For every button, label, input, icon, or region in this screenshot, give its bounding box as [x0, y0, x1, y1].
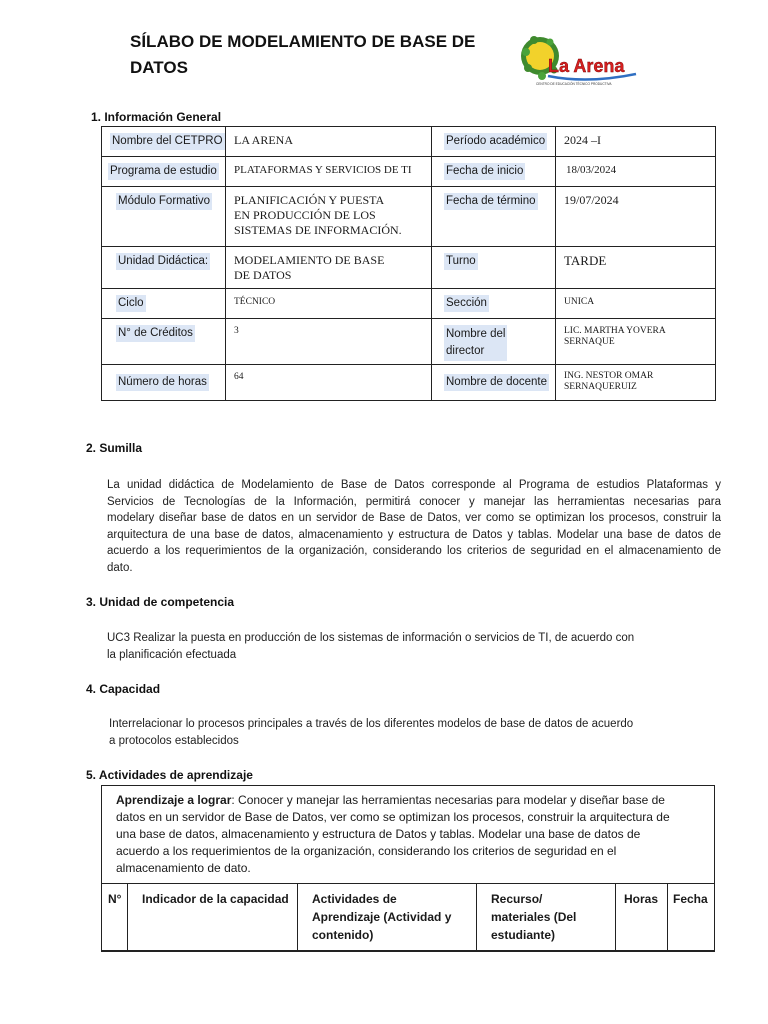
col-header-recurso-line-2: materiales (Del [491, 910, 577, 924]
general-info-table [101, 126, 716, 401]
section-heading-3: 3. Unidad de competencia [86, 595, 235, 609]
label-modulo: Módulo Formativo [116, 193, 212, 210]
aprendizaje-line-3: una base de datos, almacenamiento y estructura de Datos y tablas. Modelar una base de datos de [116, 827, 641, 841]
label-programa: Programa de estudio [108, 163, 219, 180]
aprendizaje-line-1: : Conocer y manejar las herramientas necesarias para modelar y diseñar base de [231, 793, 665, 807]
sumilla-paragraph [107, 477, 721, 577]
value-modulo [226, 187, 431, 238]
value-termino: 19/07/2024 [564, 193, 619, 207]
col-header-recurso-line-3: estudiante) [491, 928, 556, 942]
logo-subtitle: CENTRO DE EDUCACIÓN TÉCNICO PRODUCTIVA [536, 82, 612, 86]
sumilla-line-2: Servicios de Tecnologías de la Información, permitirá conocer y manejar las herramientas necesarias para [107, 495, 721, 508]
value-docente-line-2: SERNAQUERUIZ [564, 382, 637, 392]
col-header-horas: Horas [616, 884, 668, 952]
label-docente: Nombre de docente [444, 374, 549, 391]
sumilla-line-6: dato. [107, 561, 133, 574]
value-modulo-line-2: EN PRODUCCIÓN DE LOS [234, 208, 376, 222]
col-header-actividades [298, 884, 477, 952]
col-header-recurso-line-1: Recurso/ [491, 892, 543, 906]
label-unidad: Unidad Didáctica: [116, 253, 210, 270]
value-docente [556, 365, 715, 393]
value-director-line-2: SERNAQUE [564, 337, 615, 347]
title-line-2: DATOS [130, 58, 188, 77]
title-line-1: SÍLABO DE MODELAMIENTO DE BASE DE [130, 32, 476, 51]
col-header-num: N° [102, 884, 128, 952]
col-header-fecha: Fecha [668, 884, 715, 952]
label-termino: Fecha de término [444, 193, 538, 210]
value-modulo-line-3: SISTEMAS DE INFORMACIÓN. [234, 223, 402, 237]
section-heading-5: 5. Actividades de aprendizaje [86, 768, 253, 782]
label-creditos: N° de Créditos [116, 325, 195, 342]
label-cetpro: Nombre del CETPRO [110, 133, 225, 150]
aprendizaje-line-4: acuerdo a los requerimientos de la organización, considerando los criterios de seguridad en el [116, 844, 617, 858]
competencia-paragraph [107, 630, 721, 663]
value-ciclo: TÉCNICO [234, 297, 276, 307]
value-unidad-line-2: DE DATOS [234, 268, 292, 282]
section-heading-1: 1. Información General [91, 110, 222, 124]
section-heading-2: 2. Sumilla [86, 441, 143, 455]
value-modulo-line-1: PLANIFICACIÓN Y PUESTA [234, 193, 385, 207]
label-director-line-2: director [446, 345, 485, 357]
label-periodo: Período académico [444, 133, 547, 150]
label-ciclo: Ciclo [116, 295, 146, 312]
label-horas: Número de horas [116, 374, 209, 391]
value-cetpro: LA ARENA [234, 133, 294, 147]
label-director [444, 325, 507, 361]
capacidad-paragraph [109, 716, 723, 749]
aprendizaje-line-5: almacenamiento de dato. [116, 861, 251, 875]
logo-text: La Arena [548, 56, 625, 76]
col-header-indicador: Indicador de la capacidad [128, 884, 298, 952]
value-unidad [226, 247, 431, 283]
value-seccion: UNICA [564, 297, 595, 307]
competencia-line-2: la planificación efectuada [107, 648, 237, 661]
page-title [130, 29, 490, 81]
capacidad-line-2: a protocolos establecidos [109, 734, 239, 747]
col-header-actividades-line-3: contenido) [312, 928, 374, 942]
sumilla-line-3: modelary diseñar base de datos en un servidor de Base de Datos, ver como se optimizan los procesos, construir la [107, 512, 721, 525]
col-header-actividades-line-1: Actividades de [312, 892, 397, 906]
value-director-line-1: LIC. MARTHA YOVERA [564, 326, 666, 336]
la-arena-logo [518, 32, 648, 90]
col-header-recurso [477, 884, 616, 952]
value-creditos: 3 [234, 326, 239, 336]
value-unidad-line-1: MODELAMIENTO DE BASE [234, 253, 385, 267]
value-docente-line-1: ING. NESTOR OMAR [564, 371, 654, 381]
value-turno: TARDE [564, 253, 607, 268]
activities-table [101, 785, 715, 952]
label-turno: Turno [444, 253, 478, 270]
sumilla-line-5: acuerdo a los requerimientos de la organización, considerando los criterios de seguridad en el almacenamiento de [107, 545, 721, 558]
aprendizaje-label: Aprendizaje a lograr [116, 793, 232, 807]
value-horas: 64 [234, 372, 244, 382]
col-header-actividades-line-2: Aprendizaje (Actividad y [312, 910, 452, 924]
value-inicio: 18/03/2024 [566, 164, 617, 176]
section-heading-4: 4. Capacidad [86, 682, 161, 696]
sumilla-line-4: arquitectura de una base de datos, almacenamiento y estructura de Datos y tablas. Modelar una base de datos de [107, 528, 721, 541]
value-periodo: 2024 –I [564, 133, 601, 147]
aprendizaje-cell [102, 786, 715, 884]
label-inicio: Fecha de inicio [444, 163, 525, 180]
label-seccion: Sección [444, 295, 489, 312]
competencia-line-1: UC3 Realizar la puesta en producción de los sistemas de información o servicios de TI, de acuerdo con [107, 632, 635, 644]
aprendizaje-line-2: datos en un servidor de Base de Datos, ver como se optimizan los procesos, construir la arquitectura de [116, 810, 670, 824]
value-director [556, 319, 715, 348]
label-director-line-1: Nombre del [446, 328, 506, 340]
value-programa: PLATAFORMAS Y SERVICIOS DE TI [234, 164, 412, 176]
capacidad-line-1: Interrelacionar lo procesos principales a través de los diferentes modelos de base de datos de acuerdo [109, 718, 634, 730]
sumilla-line-1: La unidad didáctica de Modelamiento de Base de Datos corresponde al Programa de estudios Plataformas y [107, 479, 721, 491]
